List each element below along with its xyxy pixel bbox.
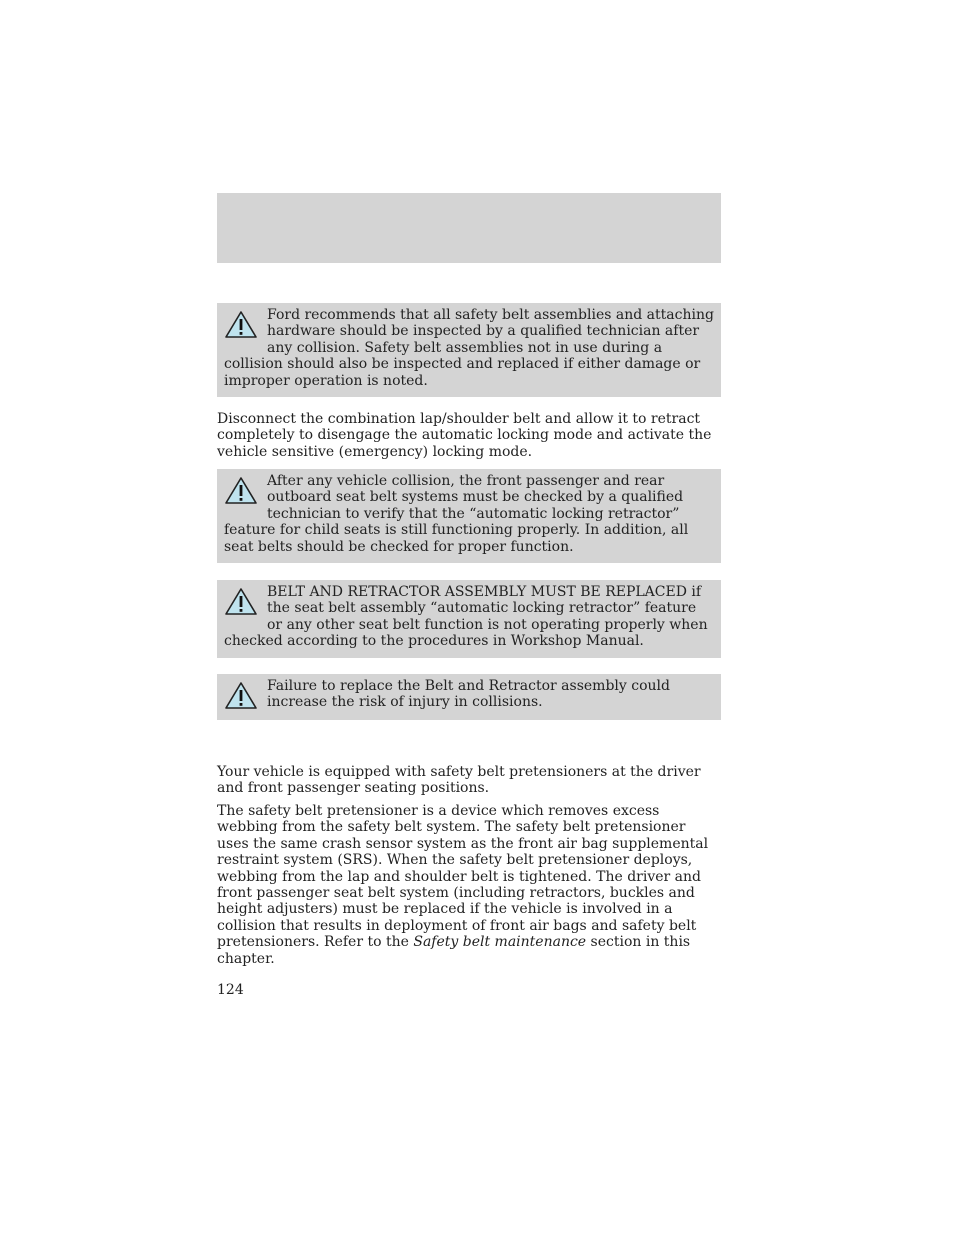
warning-text: BELT AND RETRACTOR ASSEMBLY MUST BE REPLACED if the seat belt assembly “automatic locking retractor” feature or any other seat belt function is not operating properly when checked according to the procedures in Workshop Manual. (224, 584, 708, 650)
paragraph-pretensioner-description (217, 803, 721, 967)
pretensioner-body-text: The safety belt pretensioner is a device which removes excess webbing from the safety belt system. The safety belt pretensioner uses the same crash sensor system as the front air bag supplemental restraint system (SRS). When the safety belt pretensioner deploys, webbing from the lap and shoulder belt is tightened. The driver and front passenger seat belt system (including retractors, buckles and height adjusters) must be replaced if the vehicle is involved in a collision that results in deployment of front air bags and safety belt pretensioners. Refer to the (217, 803, 709, 951)
paragraph-disconnect: Disconnect the combination lap/shoulder belt and allow it to retract completely to disengage the automatic locking mode and activate the vehicle sensitive (emergency) locking mode. (217, 411, 712, 460)
warning-box-failure-risk (217, 674, 721, 720)
warning-triangle-icon (224, 310, 260, 340)
pretensioner-tail-text: section in this chapter. (217, 934, 691, 967)
warning-text: Ford recommends that all safety belt assemblies and attaching hardware should be inspected by a qualified technician after any collision. Safety belt assemblies not in use during a collision should also be inspected and replaced if either damage or improper operation is noted. (224, 307, 714, 389)
warning-box-collision-check (217, 469, 721, 563)
warning-triangle-icon (224, 681, 260, 711)
warning-triangle-icon (224, 476, 260, 506)
page-number: 124 (217, 982, 244, 998)
section-header-bar (217, 193, 721, 263)
warning-text: Failure to replace the Belt and Retractor assembly could increase the risk of injury in collisions. (267, 678, 670, 711)
warning-triangle-icon (224, 587, 260, 617)
warning-box-replace-assembly (217, 580, 721, 658)
paragraph-pretensioner-equipped: Your vehicle is equipped with safety belt pretensioners at the driver and front passenger seating positions. (217, 764, 701, 797)
warning-box-inspection (217, 303, 721, 397)
warning-text: After any vehicle collision, the front passenger and rear outboard seat belt systems must be checked by a qualified technician to verify that the “automatic locking retractor” feature for child seats is still functioning properly. In addition, all seat belts should be checked for proper function. (224, 473, 689, 555)
safety-belt-maintenance-reference: Safety belt maintenance (413, 934, 587, 951)
